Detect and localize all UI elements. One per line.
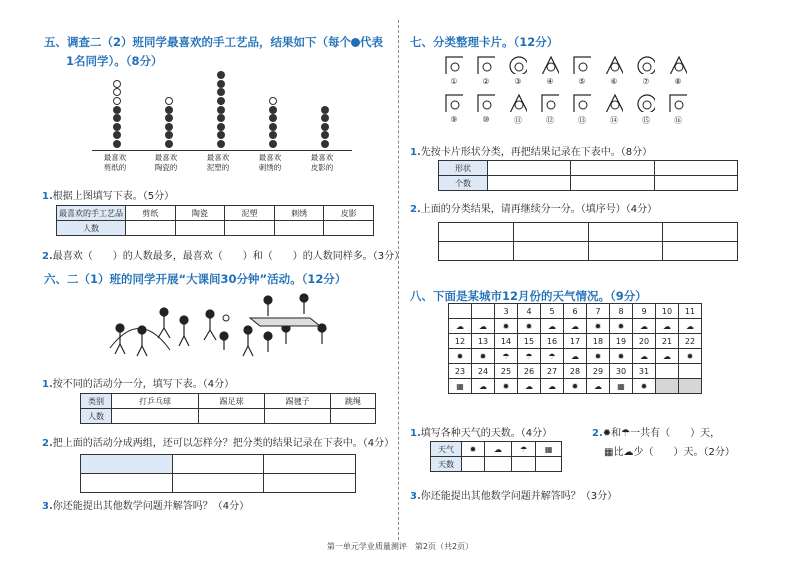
cloud-icon: ☁ xyxy=(485,442,512,457)
table-row-label: 天数 xyxy=(431,457,462,472)
pictograph-dot xyxy=(269,123,277,131)
calendar-day: 29 xyxy=(587,364,610,379)
pictograph-dot xyxy=(269,106,277,114)
answer-cell[interactable] xyxy=(513,223,588,242)
answer-cell[interactable] xyxy=(274,221,324,236)
table-header: 剪纸 xyxy=(126,206,176,221)
calendar-day xyxy=(656,364,679,379)
triangle-card-icon xyxy=(669,56,687,74)
pictograph-dot xyxy=(217,140,225,148)
question-6-2: 2.把上面的活动分成两组，还可以怎样分？把分类的结果记录在下表中。（4分） xyxy=(42,438,395,449)
table-header: 跳绳 xyxy=(331,394,376,409)
triangle-card-icon xyxy=(605,56,623,74)
calendar-day: 22 xyxy=(679,334,702,349)
answer-cell[interactable] xyxy=(439,223,514,242)
sun-icon: ✹ xyxy=(472,349,495,364)
pictograph-baseline xyxy=(92,150,352,151)
pictograph-dot xyxy=(165,106,173,114)
table-header: 陶瓷 xyxy=(175,206,225,221)
pictograph-dot xyxy=(321,131,329,139)
card-number: ⑬ xyxy=(578,116,586,125)
pictograph-dot xyxy=(113,131,121,139)
section-8-title: 八、下面是某城市12月份的天气情况。（9分） xyxy=(410,289,647,303)
triangle-card-icon xyxy=(605,94,623,112)
answer-cell[interactable] xyxy=(81,455,173,474)
card-number: ② xyxy=(482,77,490,86)
section-6-title: 六、二（1）班的同学开展“大课间30分钟”活动。（12分） xyxy=(44,272,347,286)
answer-cell[interactable] xyxy=(571,161,654,176)
pictograph-dot xyxy=(113,140,121,148)
pictograph-dot xyxy=(165,123,173,131)
calendar-day: 16 xyxy=(541,334,564,349)
sun-icon: ✹ xyxy=(679,349,702,364)
calendar-day: 4 xyxy=(518,304,541,319)
pictograph-label: 最喜欢 皮影的 xyxy=(310,153,334,172)
pictograph-dot xyxy=(165,114,173,122)
question-8-2: 2.✹和☂一共有（ ）天， xyxy=(592,428,721,439)
pictograph-dot xyxy=(269,97,277,105)
calendar-day xyxy=(472,304,495,319)
fog-icon: ▦ xyxy=(449,379,472,394)
calendar-day: 13 xyxy=(472,334,495,349)
answer-cell[interactable] xyxy=(225,221,275,236)
pictograph-dot xyxy=(217,88,225,96)
question-6-1: 1.按不同的活动分一分，填写下表。（4分） xyxy=(42,379,235,390)
calendar-day: 18 xyxy=(587,334,610,349)
answer-cell[interactable] xyxy=(511,457,535,472)
pictograph-dot xyxy=(269,131,277,139)
calendar-day xyxy=(449,304,472,319)
calendar-day: 26 xyxy=(518,364,541,379)
cloud-icon: ☁ xyxy=(633,349,656,364)
answer-cell[interactable] xyxy=(536,457,562,472)
sun-icon: ✹ xyxy=(564,379,587,394)
answer-cell[interactable] xyxy=(175,221,225,236)
sun-icon: ✹ xyxy=(449,349,472,364)
sun-icon: ✹ xyxy=(587,349,610,364)
table-6-1 xyxy=(80,393,376,424)
cloud-icon: ☁ xyxy=(623,447,634,458)
pictograph-dot xyxy=(217,131,225,139)
square-card-icon xyxy=(573,56,591,74)
table-row-label: 个数 xyxy=(439,176,488,191)
cloud-icon: ☁ xyxy=(656,349,679,364)
pictograph-dot xyxy=(269,114,277,122)
pictograph-dot xyxy=(217,123,225,131)
calendar-day: 17 xyxy=(564,334,587,349)
answer-cell[interactable] xyxy=(172,455,264,474)
pictograph-dot xyxy=(217,71,225,79)
card-number: ③ xyxy=(514,77,522,86)
pictograph-dot xyxy=(165,140,173,148)
question-7-1: 1.先按卡片形状分类，再把结果记录在下表中。（8分） xyxy=(410,147,653,158)
table-header: 最喜欢的手工艺品 xyxy=(57,206,126,221)
table-7-2 xyxy=(438,222,738,261)
calendar-day: 6 xyxy=(564,304,587,319)
table-header: 天气 xyxy=(431,442,462,457)
pictograph-dot xyxy=(113,88,121,96)
calendar-day xyxy=(679,364,702,379)
question-8-2-line2: ▦比☁少（ ）天。（2分） xyxy=(604,447,735,458)
answer-cell[interactable] xyxy=(588,242,663,261)
cards-area xyxy=(445,56,705,136)
sun-icon: ✹ xyxy=(602,428,612,439)
sun-icon: ✹ xyxy=(495,319,518,334)
fog-icon: ▦ xyxy=(604,447,614,458)
card-number: ④ xyxy=(546,77,554,86)
calendar-day: 28 xyxy=(564,364,587,379)
answer-cell[interactable] xyxy=(199,409,265,424)
table-header: 踢毽子 xyxy=(265,394,331,409)
square-card-icon xyxy=(477,94,495,112)
table-header: 泥塑 xyxy=(225,206,275,221)
answer-cell[interactable] xyxy=(485,457,512,472)
rain-icon: ☂ xyxy=(495,349,518,364)
pictograph-dot xyxy=(165,131,173,139)
sun-icon: ✹ xyxy=(462,442,485,457)
table-header: 刺绣 xyxy=(274,206,324,221)
question-6-3: 3.你还能提出其他数学问题并解答吗？（4分） xyxy=(42,501,250,512)
card-number: ① xyxy=(450,77,458,86)
card-number: ⑭ xyxy=(610,116,618,125)
calendar-day: 7 xyxy=(587,304,610,319)
calendar-day: 30 xyxy=(610,364,633,379)
answer-cell[interactable] xyxy=(126,221,176,236)
calendar-day: 12 xyxy=(449,334,472,349)
answer-cell[interactable] xyxy=(172,474,264,493)
cloud-icon: ☁ xyxy=(541,379,564,394)
pictograph-label: 最喜欢 泥塑的 xyxy=(206,153,230,172)
sun-icon: ✹ xyxy=(610,319,633,334)
calendar-day: 11 xyxy=(679,304,702,319)
calendar-empty xyxy=(679,379,702,394)
pictograph-dot xyxy=(217,97,225,105)
cloud-icon: ☁ xyxy=(564,349,587,364)
answer-cell[interactable] xyxy=(264,474,356,493)
calendar-day: 25 xyxy=(495,364,518,379)
pictograph-dot xyxy=(321,106,329,114)
calendar-day: 15 xyxy=(518,334,541,349)
circle-card-icon xyxy=(509,56,527,74)
fog-icon: ▦ xyxy=(536,442,562,457)
weather-calendar xyxy=(448,303,702,394)
rain-icon: ☂ xyxy=(518,349,541,364)
answer-cell[interactable] xyxy=(488,161,571,176)
sun-icon: ✹ xyxy=(610,349,633,364)
card-number: ⑫ xyxy=(546,116,554,125)
column-divider xyxy=(398,20,399,540)
pictograph-dot xyxy=(321,140,329,148)
calendar-day: 9 xyxy=(633,304,656,319)
answer-cell[interactable] xyxy=(265,409,331,424)
pictograph-dot xyxy=(217,106,225,114)
pictograph-dot xyxy=(321,114,329,122)
question-5-2: 2.最喜欢（ ）的人数最多，最喜欢（ ）和（ ）的人数同样多。（3分） xyxy=(42,251,405,262)
answer-cell[interactable] xyxy=(654,161,737,176)
card-number: ⑯ xyxy=(674,116,682,125)
card-number: ⑨ xyxy=(450,115,458,124)
question-7-2: 2.上面的分类结果，请再继续分一分。（填序号）（4分） xyxy=(410,204,658,215)
rain-icon: ☂ xyxy=(541,349,564,364)
section-5-title-line2: 1名同学）。（8分） xyxy=(66,54,163,68)
pictograph-dot xyxy=(113,114,121,122)
card-number: ⑧ xyxy=(674,77,682,86)
pictograph-dot xyxy=(113,97,121,105)
card-number: ⑥ xyxy=(610,77,618,86)
calendar-day: 27 xyxy=(541,364,564,379)
pictograph-label: 最喜欢 剪纸的 xyxy=(103,153,127,172)
page-footer: 第一单元学业质量测评 第2页（共2页） xyxy=(326,542,474,551)
pictograph-dot xyxy=(113,123,121,131)
section-7-title: 七、分类整理卡片。（12分） xyxy=(410,35,559,49)
triangle-card-icon xyxy=(509,94,527,112)
cloud-icon: ☁ xyxy=(679,319,702,334)
card-number: ⑮ xyxy=(642,116,650,125)
cloud-icon: ☁ xyxy=(449,319,472,334)
answer-cell[interactable] xyxy=(439,242,514,261)
cloud-icon: ☁ xyxy=(587,379,610,394)
table-header: 形状 xyxy=(439,161,488,176)
calendar-day: 5 xyxy=(541,304,564,319)
cloud-icon: ☁ xyxy=(518,379,541,394)
calendar-empty xyxy=(656,379,679,394)
table-header: 踢足球 xyxy=(199,394,265,409)
answer-cell[interactable] xyxy=(112,409,199,424)
calendar-day: 21 xyxy=(656,334,679,349)
pictograph-dot xyxy=(217,114,225,122)
answer-cell[interactable] xyxy=(488,176,571,191)
pictograph-dot xyxy=(113,106,121,114)
activity-illustration xyxy=(100,288,340,360)
table-6-2 xyxy=(80,454,356,493)
dot-icon xyxy=(351,38,360,47)
card-number: ⑩ xyxy=(482,115,490,124)
cloud-icon: ☁ xyxy=(472,379,495,394)
cloud-icon: ☁ xyxy=(564,319,587,334)
sun-icon: ✹ xyxy=(633,379,656,394)
pictograph-dot xyxy=(269,140,277,148)
answer-cell[interactable] xyxy=(663,242,738,261)
calendar-day: 23 xyxy=(449,364,472,379)
calendar-day: 10 xyxy=(656,304,679,319)
section-5-title: 五、调查二（2）班同学最喜欢的手工艺品，结果如下（每个 代表 xyxy=(44,35,383,49)
square-card-icon xyxy=(541,94,559,112)
sun-icon: ✹ xyxy=(495,379,518,394)
rain-icon: ☂ xyxy=(621,428,631,439)
answer-cell[interactable] xyxy=(513,242,588,261)
calendar-day: 31 xyxy=(633,364,656,379)
circle-card-icon xyxy=(637,94,655,112)
answer-cell[interactable] xyxy=(588,223,663,242)
circle-card-icon xyxy=(637,56,655,74)
calendar-table xyxy=(448,303,702,394)
answer-cell[interactable] xyxy=(462,457,485,472)
table-row-label: 人数 xyxy=(57,221,126,236)
cloud-icon: ☁ xyxy=(472,319,495,334)
square-card-icon xyxy=(445,94,463,112)
rain-icon: ☂ xyxy=(511,442,535,457)
pictograph-dot xyxy=(321,123,329,131)
answer-cell[interactable] xyxy=(654,176,737,191)
fog-icon: ▦ xyxy=(610,379,633,394)
calendar-day: 3 xyxy=(495,304,518,319)
square-card-icon xyxy=(573,94,591,112)
square-card-icon xyxy=(445,56,463,74)
table-header: 皮影 xyxy=(324,206,374,221)
answer-cell[interactable] xyxy=(663,223,738,242)
calendar-day: 20 xyxy=(633,334,656,349)
question-5-1: 1.根据上图填写下表。（5分） xyxy=(42,191,175,202)
table-row-label: 人数 xyxy=(81,409,112,424)
sun-icon: ✹ xyxy=(587,319,610,334)
question-8-3: 3.你还能提出其他数学问题并解答吗？（3分） xyxy=(410,491,618,502)
calendar-day: 8 xyxy=(610,304,633,319)
table-header: 类别 xyxy=(81,394,112,409)
answer-cell[interactable] xyxy=(331,409,376,424)
square-card-icon xyxy=(477,56,495,74)
table-8-1 xyxy=(430,441,562,472)
table-7-1 xyxy=(438,160,738,191)
answer-cell[interactable] xyxy=(571,176,654,191)
triangle-card-icon xyxy=(541,56,559,74)
pictograph-label: 最喜欢 刺绣的 xyxy=(258,153,282,172)
sun-icon: ✹ xyxy=(518,319,541,334)
cloud-icon: ☁ xyxy=(656,319,679,334)
table-5-1 xyxy=(56,205,374,236)
pictograph-label: 最喜欢 陶瓷的 xyxy=(154,153,178,172)
cloud-icon: ☁ xyxy=(541,319,564,334)
question-8-1: 1.填写各种天气的天数。（4分） xyxy=(410,428,553,439)
card-number: ⑤ xyxy=(578,77,586,86)
pictograph-dot xyxy=(217,80,225,88)
pictograph-dot xyxy=(113,80,121,88)
calendar-day: 14 xyxy=(495,334,518,349)
pictograph-dot xyxy=(165,97,173,105)
answer-cell[interactable] xyxy=(324,221,374,236)
card-number: ⑦ xyxy=(642,77,650,86)
card-number: ⑪ xyxy=(514,116,522,125)
answer-cell[interactable] xyxy=(264,455,356,474)
cloud-icon: ☁ xyxy=(633,319,656,334)
square-card-icon xyxy=(669,94,687,112)
calendar-day: 24 xyxy=(472,364,495,379)
calendar-day: 19 xyxy=(610,334,633,349)
answer-cell[interactable] xyxy=(81,474,173,493)
table-header: 打乒乓球 xyxy=(112,394,199,409)
